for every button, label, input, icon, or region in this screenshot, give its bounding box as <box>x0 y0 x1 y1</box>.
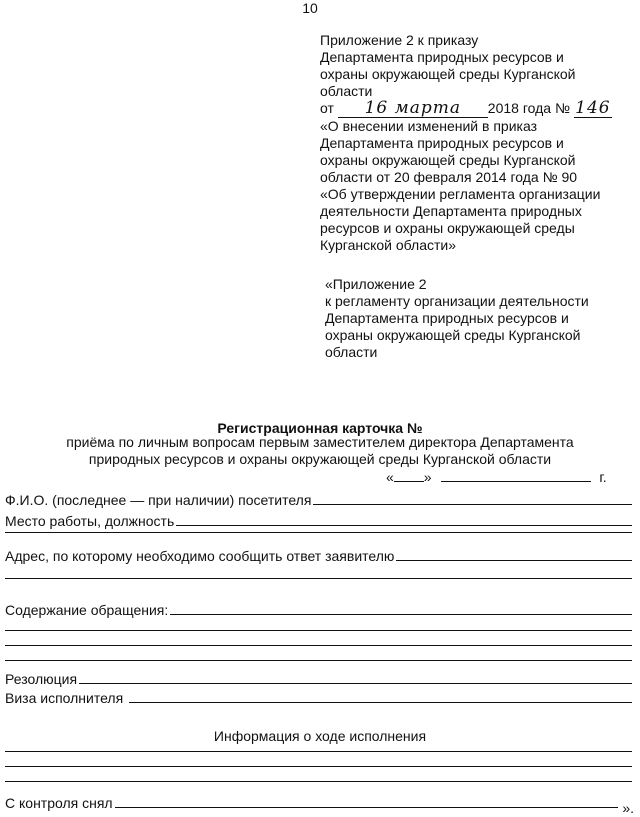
content-label: Содержание обращения: <box>5 602 169 618</box>
page-number: 10 <box>302 0 318 16</box>
blank-line[interactable] <box>5 766 632 767</box>
blank-line[interactable] <box>5 532 632 533</box>
visa-label: Виза исполнителя <box>5 690 124 706</box>
content-field[interactable] <box>5 600 632 618</box>
handwritten-date: 16 марта <box>338 100 488 118</box>
closing-mark: ». <box>622 800 634 816</box>
annex-line: области <box>320 83 373 99</box>
blank-line[interactable] <box>5 660 632 661</box>
workplace-label: Место работы, должность <box>5 513 175 529</box>
fio-label: Ф.И.О. (последнее — при наличии) посетителя <box>5 492 312 508</box>
date-prefix: от <box>320 100 334 116</box>
annex-line: Приложение 2 к приказу <box>320 32 479 48</box>
annex2-line: Департамента природных ресурсов и <box>325 310 569 326</box>
annex-line: Департамента природных ресурсов и <box>320 49 564 65</box>
regulation-annex-header <box>325 276 640 361</box>
annex-body-line: Курганской области» <box>320 237 457 253</box>
month-year-blank[interactable] <box>441 481 591 482</box>
date-open-quote: « <box>386 469 394 485</box>
blank-line[interactable] <box>5 781 632 782</box>
year-suffix: г. <box>599 469 607 485</box>
annex-header <box>320 32 638 254</box>
annex2-line: «Приложение 2 <box>325 276 427 292</box>
annex-body-line: охраны окружающей среды Курганской <box>320 152 576 168</box>
handwritten-number: 146 <box>575 98 611 118</box>
address-label: Адрес, по которому необходимо сообщить ответ заявителю <box>5 548 395 564</box>
annex-body-line: деятельности Департамента природных <box>320 203 582 219</box>
annex-date-line <box>320 100 638 118</box>
workplace-line[interactable] <box>176 525 632 526</box>
visa-line[interactable] <box>129 702 632 703</box>
fio-field[interactable] <box>5 490 632 508</box>
annex-body-line: области от 20 февраля 2014 года № 90 <box>320 169 578 185</box>
resolution-label: Резолюция <box>5 671 78 687</box>
fio-line[interactable] <box>313 504 632 505</box>
annex-body-line: «Об утверждении регламента организации <box>320 186 601 202</box>
blank-line[interactable] <box>5 578 632 579</box>
card-subtitle <box>0 434 640 468</box>
removed-label: С контроля снял <box>5 795 113 811</box>
annex-line: охраны окружающей среды Курганской <box>320 66 576 82</box>
date-row <box>386 469 607 486</box>
resolution-line[interactable] <box>79 683 632 684</box>
annex2-line: к регламенту организации деятельности <box>325 293 589 309</box>
blank-line[interactable] <box>5 630 632 631</box>
date-close-quote: » <box>423 469 432 485</box>
removed-line[interactable] <box>115 807 618 808</box>
card-title: Регистрационная карточка № <box>217 420 423 436</box>
address-field[interactable] <box>5 546 632 564</box>
date-suffix: 2018 года № <box>487 100 570 116</box>
annex-body-line: «О внесении изменений в приказ <box>320 118 537 134</box>
workplace-field[interactable] <box>5 511 632 529</box>
annex2-line: области <box>325 344 378 360</box>
subtitle-line: природных ресурсов и охраны окружающей среды Курганской области <box>88 451 552 467</box>
subtitle-line: приёма по личным вопросам первым заместителем директора Департамента <box>66 434 574 450</box>
blank-line[interactable] <box>5 751 632 752</box>
address-line[interactable] <box>396 560 632 561</box>
blank-line[interactable] <box>5 645 632 646</box>
removed-field[interactable] <box>5 793 618 811</box>
resolution-field[interactable] <box>5 669 632 687</box>
annex-body-line: ресурсов и охраны окружающей среды <box>320 220 575 236</box>
visa-field[interactable] <box>5 688 632 706</box>
annex-body-line: Департамента природных ресурсов и <box>320 135 564 151</box>
progress-heading: Информация о ходе исполнения <box>213 728 427 744</box>
annex2-line: охраны окружающей среды Курганской <box>325 327 581 343</box>
day-blank[interactable] <box>394 481 424 482</box>
content-line[interactable] <box>170 614 632 615</box>
